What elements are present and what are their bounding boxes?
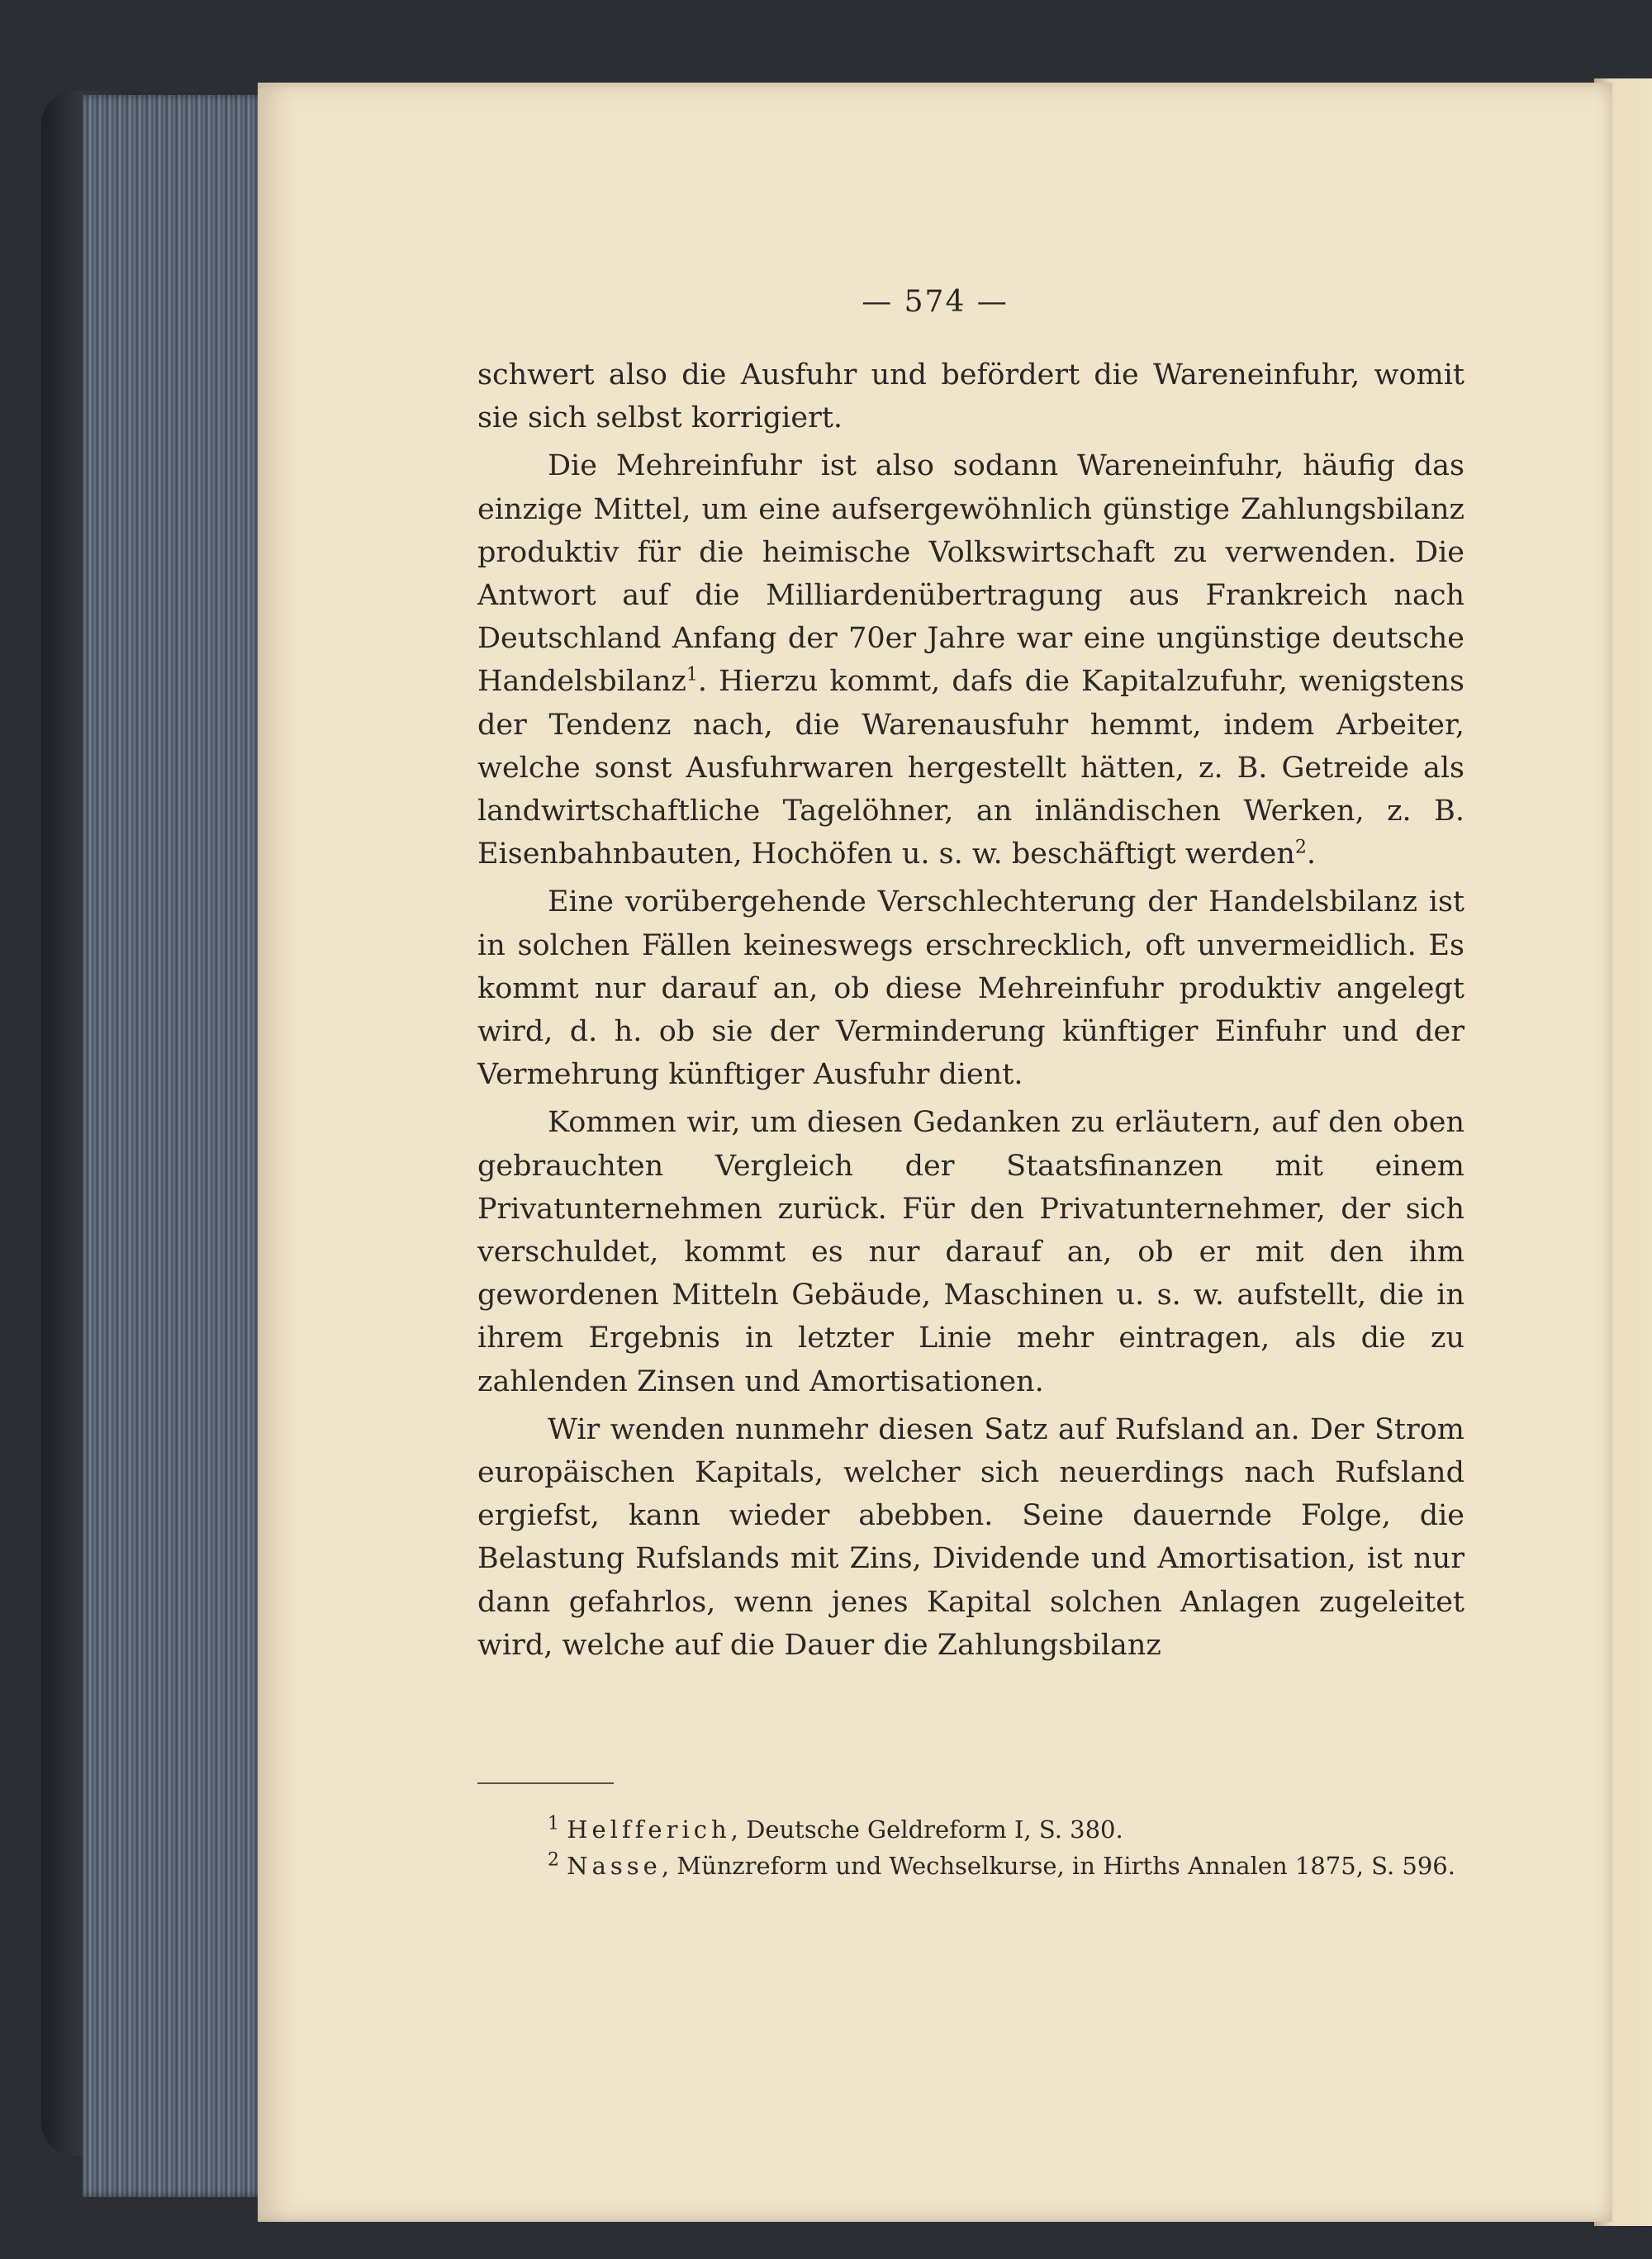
- paragraph-2-part-1: Die Mehreinfuhr ist also sodann Wareneinfuhr, häufig das einzige Mittel, um eine aufsergewöhnlich günstige Zahlungsbilanz produktiv für die heimische Volkswirtschaft zu verwenden. Die Antwort auf die Milliardenübertragung aus Frankreich nach Deutschland Anfang der 70er Jahre war eine ungünstige deutsche Handelsbilanz: [477, 449, 1464, 699]
- footnotes: [477, 1811, 1464, 1884]
- footnote-ref-1: 1: [686, 664, 698, 686]
- footnote-ref-2: 2: [1294, 837, 1307, 858]
- paragraph-2-part-3: .: [1306, 838, 1317, 871]
- page-edges: [83, 95, 273, 2197]
- body-text: [477, 354, 1464, 1667]
- paragraph-3: Eine vorübergehende Verschlechterung der Handelsbilanz ist in solchen Fällen keineswegs erschrecklich, oft unvermeidlich. Es kommt nur darauf an, ob diese Mehreinfuhr produktiv angelegt wird, d. h. ob sie der Verminderung künftiger Einfuhr und der Vermehrung künftiger Ausfuhr dient.: [477, 885, 1464, 1092]
- footnote-2-marker: 2: [548, 1849, 559, 1871]
- footnote-1-author: Helfferich: [567, 1815, 731, 1844]
- footnote-2-text: , Münzreform und Wechselkurse, in Hirths Annalen 1875, S. 596.: [661, 1852, 1455, 1880]
- footnote-2-author: Nasse: [567, 1852, 662, 1880]
- paragraph-1: schwert also die Ausfuhr und befördert die Wareneinfuhr, womit sie sich selbst korrigiert.: [477, 358, 1464, 435]
- footnote-2: [477, 1848, 1464, 1884]
- footnote-divider: [477, 1782, 614, 1784]
- paragraph-2-part-2: . Hierzu kommt, dafs die Kapitalzufuhr, wenigstens der Tendenz nach, die Warenausfuhr hemmt, indem Arbeiter, welche sonst Ausfuhrwaren hergestellt hätten, z. B. Getreide als landwirtschaftliche Tagelöhner, an inländischen Werken, z. B. Eisenbahnbauten, Hochöfen u. s. w. beschäftigt werden: [477, 665, 1464, 871]
- page-number: — 574 —: [862, 285, 1009, 319]
- footnote-1-text: , Deutsche Geldreform I, S. 380.: [730, 1815, 1123, 1844]
- paragraph-2: [477, 444, 1464, 876]
- paragraph-4: Kommen wir, um diesen Gedanken zu erläutern, auf den oben gebrauchten Vergleich der Staatsfinanzen mit einem Privatunternehmen zurück. Für den Privatunternehmer, der sich verschuldet, kommt es nur darauf an, ob er mit den ihm gewordenen Mitteln Gebäude, Maschinen u. s. w. aufstellt, die in ihrem Ergebnis in letzter Linie mehr eintragen, als die zu zahlenden Zinsen und Amortisationen.: [477, 1106, 1464, 1398]
- paragraph-5: Wir wenden nunmehr diesen Satz auf Rufsland an. Der Strom europäischen Kapitals, welcher sich neuerdings nach Rufsland ergiefst, kann wieder abebben. Seine dauernde Folge, die Belastung Rufslands mit Zins, Dividende und Amortisation, ist nur dann gefahrlos, wenn jenes Kapital solchen Anlagen zugeleitet wird, welche auf die Dauer die Zahlungsbilanz: [477, 1412, 1464, 1662]
- footnote-1-marker: 1: [548, 1813, 559, 1834]
- footnote-1: [477, 1811, 1464, 1848]
